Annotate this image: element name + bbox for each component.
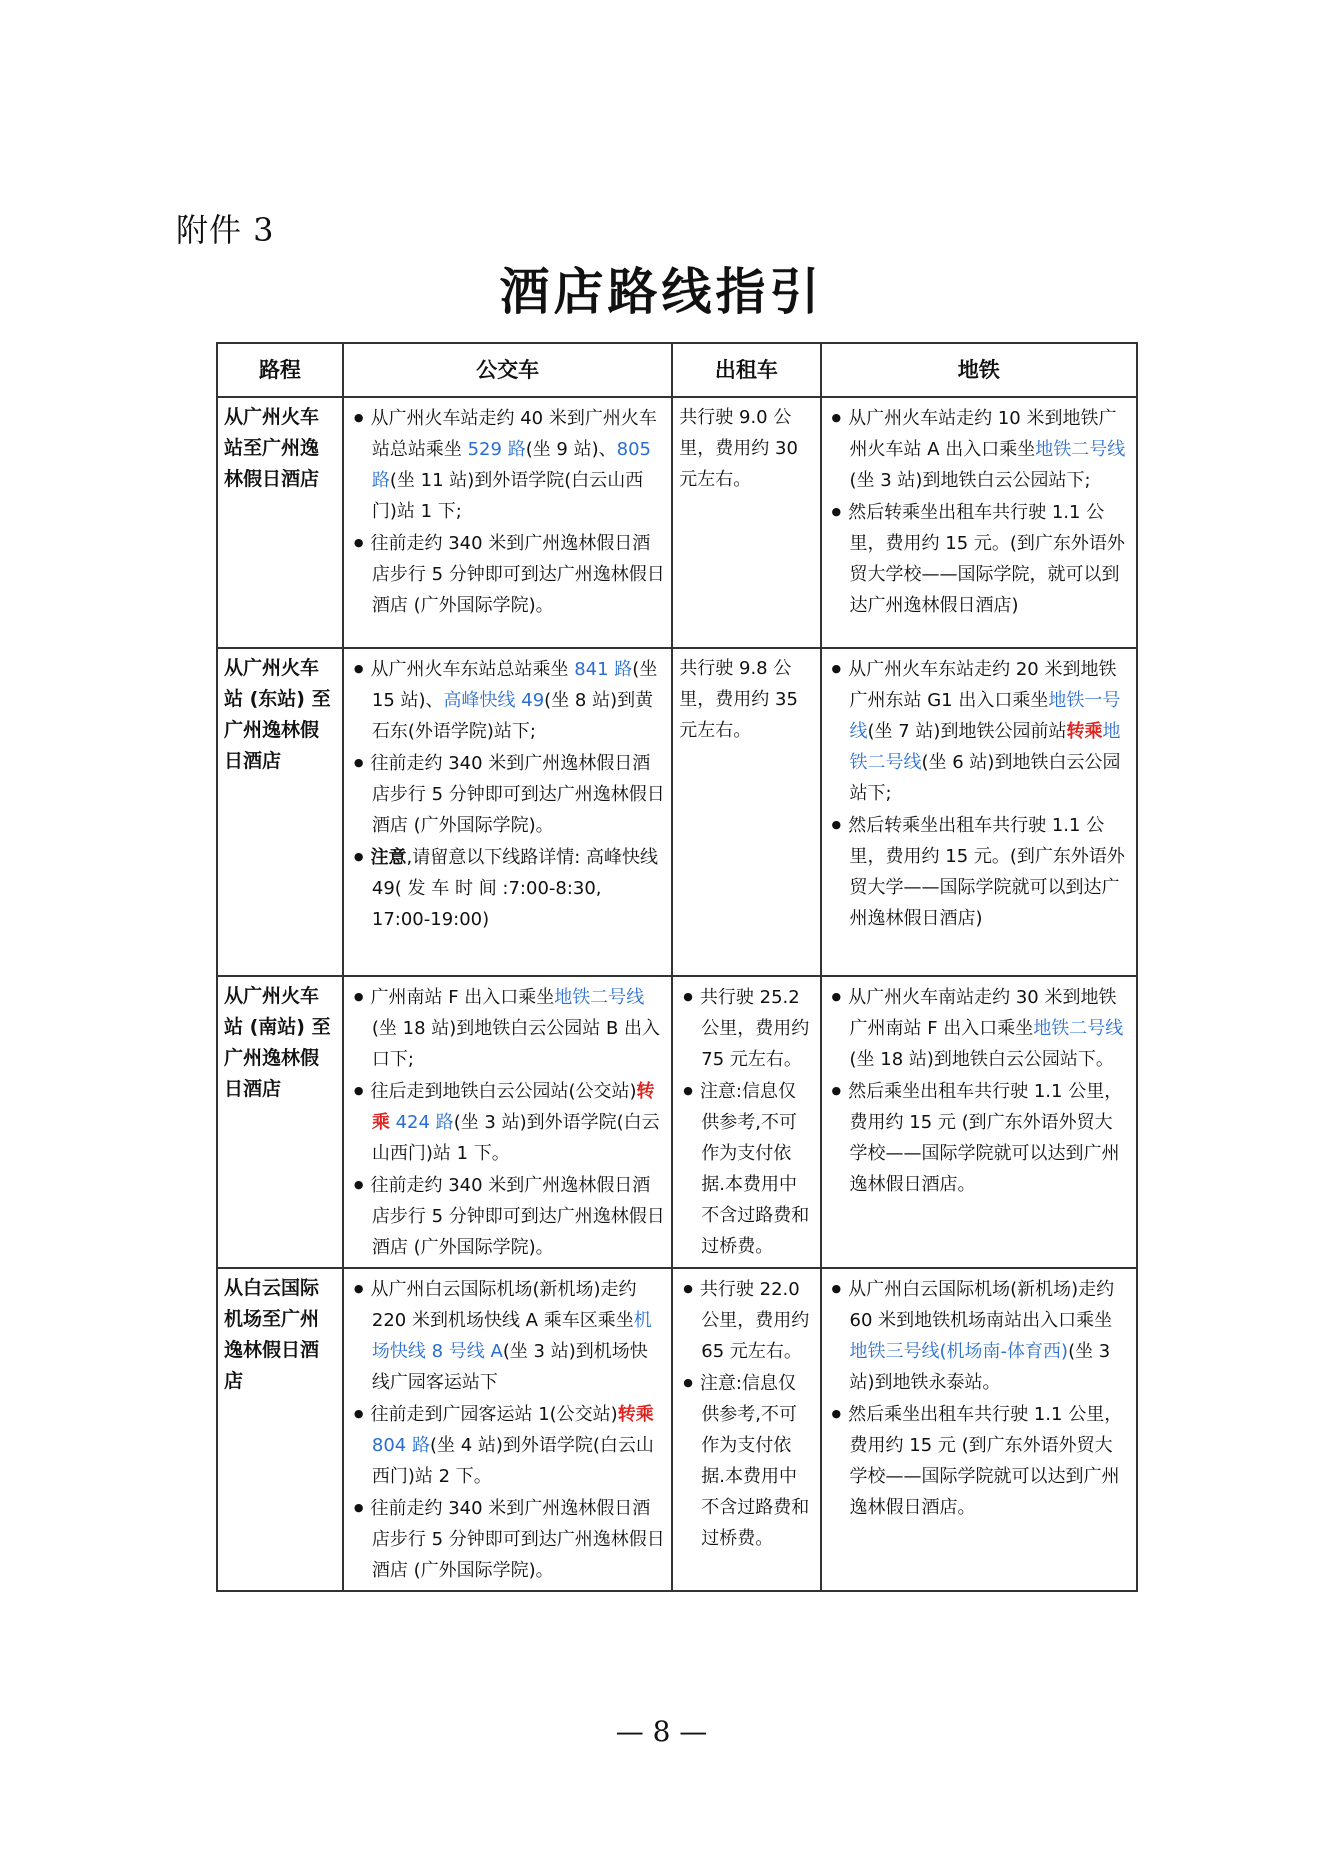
table-row: [217, 1268, 1137, 1591]
list-item: ● 然后乘坐出租车共行驶 1.1 公里，费用约 15 元 (到广东外语外贸大学校——国际学院就可以达到广州逸林假日酒店。: [828, 1075, 1130, 1200]
list-item: ● 往前走到广园客运站 1(公交站)转乘 804 路(坐 4 站)到外语学院(白云山西门)站 2 下。: [350, 1398, 665, 1492]
list-item: ● 从广州白云国际机场(新机场)走约 220 米到机场快线 A 乘车区乘坐机场快线 8 号线 A(坐 3 站)到机场快线广园客运站下: [350, 1273, 665, 1398]
list-item: ● 然后转乘坐出租车共行驶 1.1 公里，费用约 15 元。(到广东外语外贸大学校——国际学院，就可以到达广州逸林假日酒店): [828, 496, 1130, 621]
list-item: ● 注意:信息仅供参考,不可作为支付依据.本费用中不含过路费和过桥费。: [679, 1367, 813, 1554]
list-item: ● 从广州火车东站总站乘坐 841 路(坐 15 站)、高峰快线 49(坐 8 站)到黄石东(外语学院)站下;: [350, 653, 665, 747]
route-name: 从白云国际机场至广州逸林假日酒店: [217, 1268, 343, 1591]
header-route: 路程: [217, 343, 343, 397]
list-item: ● 往前走约 340 米到广州逸林假日酒店步行 5 分钟即可到达广州逸林假日酒店 (广外国际学院)。: [350, 1169, 665, 1263]
taxi-cell: 共行驶 9.8 公里，费用约 35 元左右。: [672, 648, 820, 976]
route-name: 从广州火车站至广州逸林假日酒店: [217, 397, 343, 648]
list-item: ● 往前走约 340 米到广州逸林假日酒店步行 5 分钟即可到达广州逸林假日酒店 (广外国际学院)。: [350, 747, 665, 841]
list-item: ● 然后乘坐出租车共行驶 1.1 公里，费用约 15 元 (到广东外语外贸大学校——国际学院就可以达到广州逸林假日酒店。: [828, 1398, 1130, 1523]
page-title: 酒店路线指引: [499, 263, 824, 321]
list-item: ● 往前走约 340 米到广州逸林假日酒店步行 5 分钟即可到达广州逸林假日酒店 (广外国际学院)。: [350, 1492, 665, 1586]
metro-cell: [821, 1268, 1137, 1591]
taxi-cell: 共行驶 9.0 公里，费用约 30 元左右。: [672, 397, 820, 648]
list-item: ● 然后转乘坐出租车共行驶 1.1 公里，费用约 15 元。(到广东外语外贸大学——国际学院就可以到达广州逸林假日酒店): [828, 809, 1130, 934]
attachment-label: 附件 3: [176, 211, 275, 249]
header-taxi: 出租车: [672, 343, 820, 397]
list-item: ● 共行驶 25.2 公里，费用约 75 元左右。: [679, 981, 813, 1075]
route-name: 从广州火车站 (南站) 至广州逸林假日酒店: [217, 976, 343, 1268]
route-name: 从广州火车站 (东站) 至广州逸林假日酒店: [217, 648, 343, 976]
list-item: ● 注意:信息仅供参考,不可作为支付依据.本费用中不含过路费和过桥费。: [679, 1075, 813, 1262]
header-metro: 地铁: [821, 343, 1137, 397]
bus-cell: [343, 397, 672, 648]
route-table: [216, 342, 1138, 1592]
list-item: ● 从广州火车站走约 10 米到地铁广州火车站 A 出入口乘坐地铁二号线(坐 3 站)到地铁白云公园站下;: [828, 402, 1130, 496]
bus-cell: [343, 1268, 672, 1591]
taxi-cell: [672, 1268, 820, 1591]
list-item: ● 注意,请留意以下线路详情: 高峰快线 49( 发 车 时 间 :7:00-8:30, 17:00-19:00): [350, 841, 665, 935]
bus-cell: [343, 648, 672, 976]
bus-cell: [343, 976, 672, 1268]
taxi-cell: [672, 976, 820, 1268]
table-row: [217, 648, 1137, 976]
header-bus: 公交车: [343, 343, 672, 397]
list-item: ● 从广州火车南站走约 30 米到地铁广州南站 F 出入口乘坐地铁二号线(坐 18 站)到地铁白云公园站下。: [828, 981, 1130, 1075]
table-header-row: [217, 343, 1137, 397]
list-item: ● 从广州火车站走约 40 米到广州火车站总站乘坐 529 路(坐 9 站)、805 路(坐 11 站)到外语学院(白云山西门)站 1 下;: [350, 402, 665, 527]
metro-cell: [821, 648, 1137, 976]
table-row: [217, 397, 1137, 648]
list-item: ● 往后走到地铁白云公园站(公交站)转乘 424 路(坐 3 站)到外语学院(白云山西门)站 1 下。: [350, 1075, 665, 1169]
metro-cell: [821, 976, 1137, 1268]
list-item: ● 从广州白云国际机场(新机场)走约 60 米到地铁机场南站出入口乘坐地铁三号线(机场南-体育西)(坐 3 站)到地铁永泰站。: [828, 1273, 1130, 1398]
table-row: [217, 976, 1137, 1268]
metro-cell: [821, 397, 1137, 648]
list-item: ● 往前走约 340 米到广州逸林假日酒店步行 5 分钟即可到达广州逸林假日酒店 (广外国际学院)。: [350, 527, 665, 621]
list-item: ● 从广州火车东站走约 20 米到地铁广州东站 G1 出入口乘坐地铁一号线(坐 7 站)到地铁公园前站转乘地铁二号线(坐 6 站)到地铁白云公园站下;: [828, 653, 1130, 809]
list-item: ● 共行驶 22.0 公里，费用约 65 元左右。: [679, 1273, 813, 1367]
list-item: ● 广州南站 F 出入口乘坐地铁二号线(坐 18 站)到地铁白云公园站 B 出入口下;: [350, 981, 665, 1075]
page-number: — 8 —: [615, 1715, 708, 1748]
